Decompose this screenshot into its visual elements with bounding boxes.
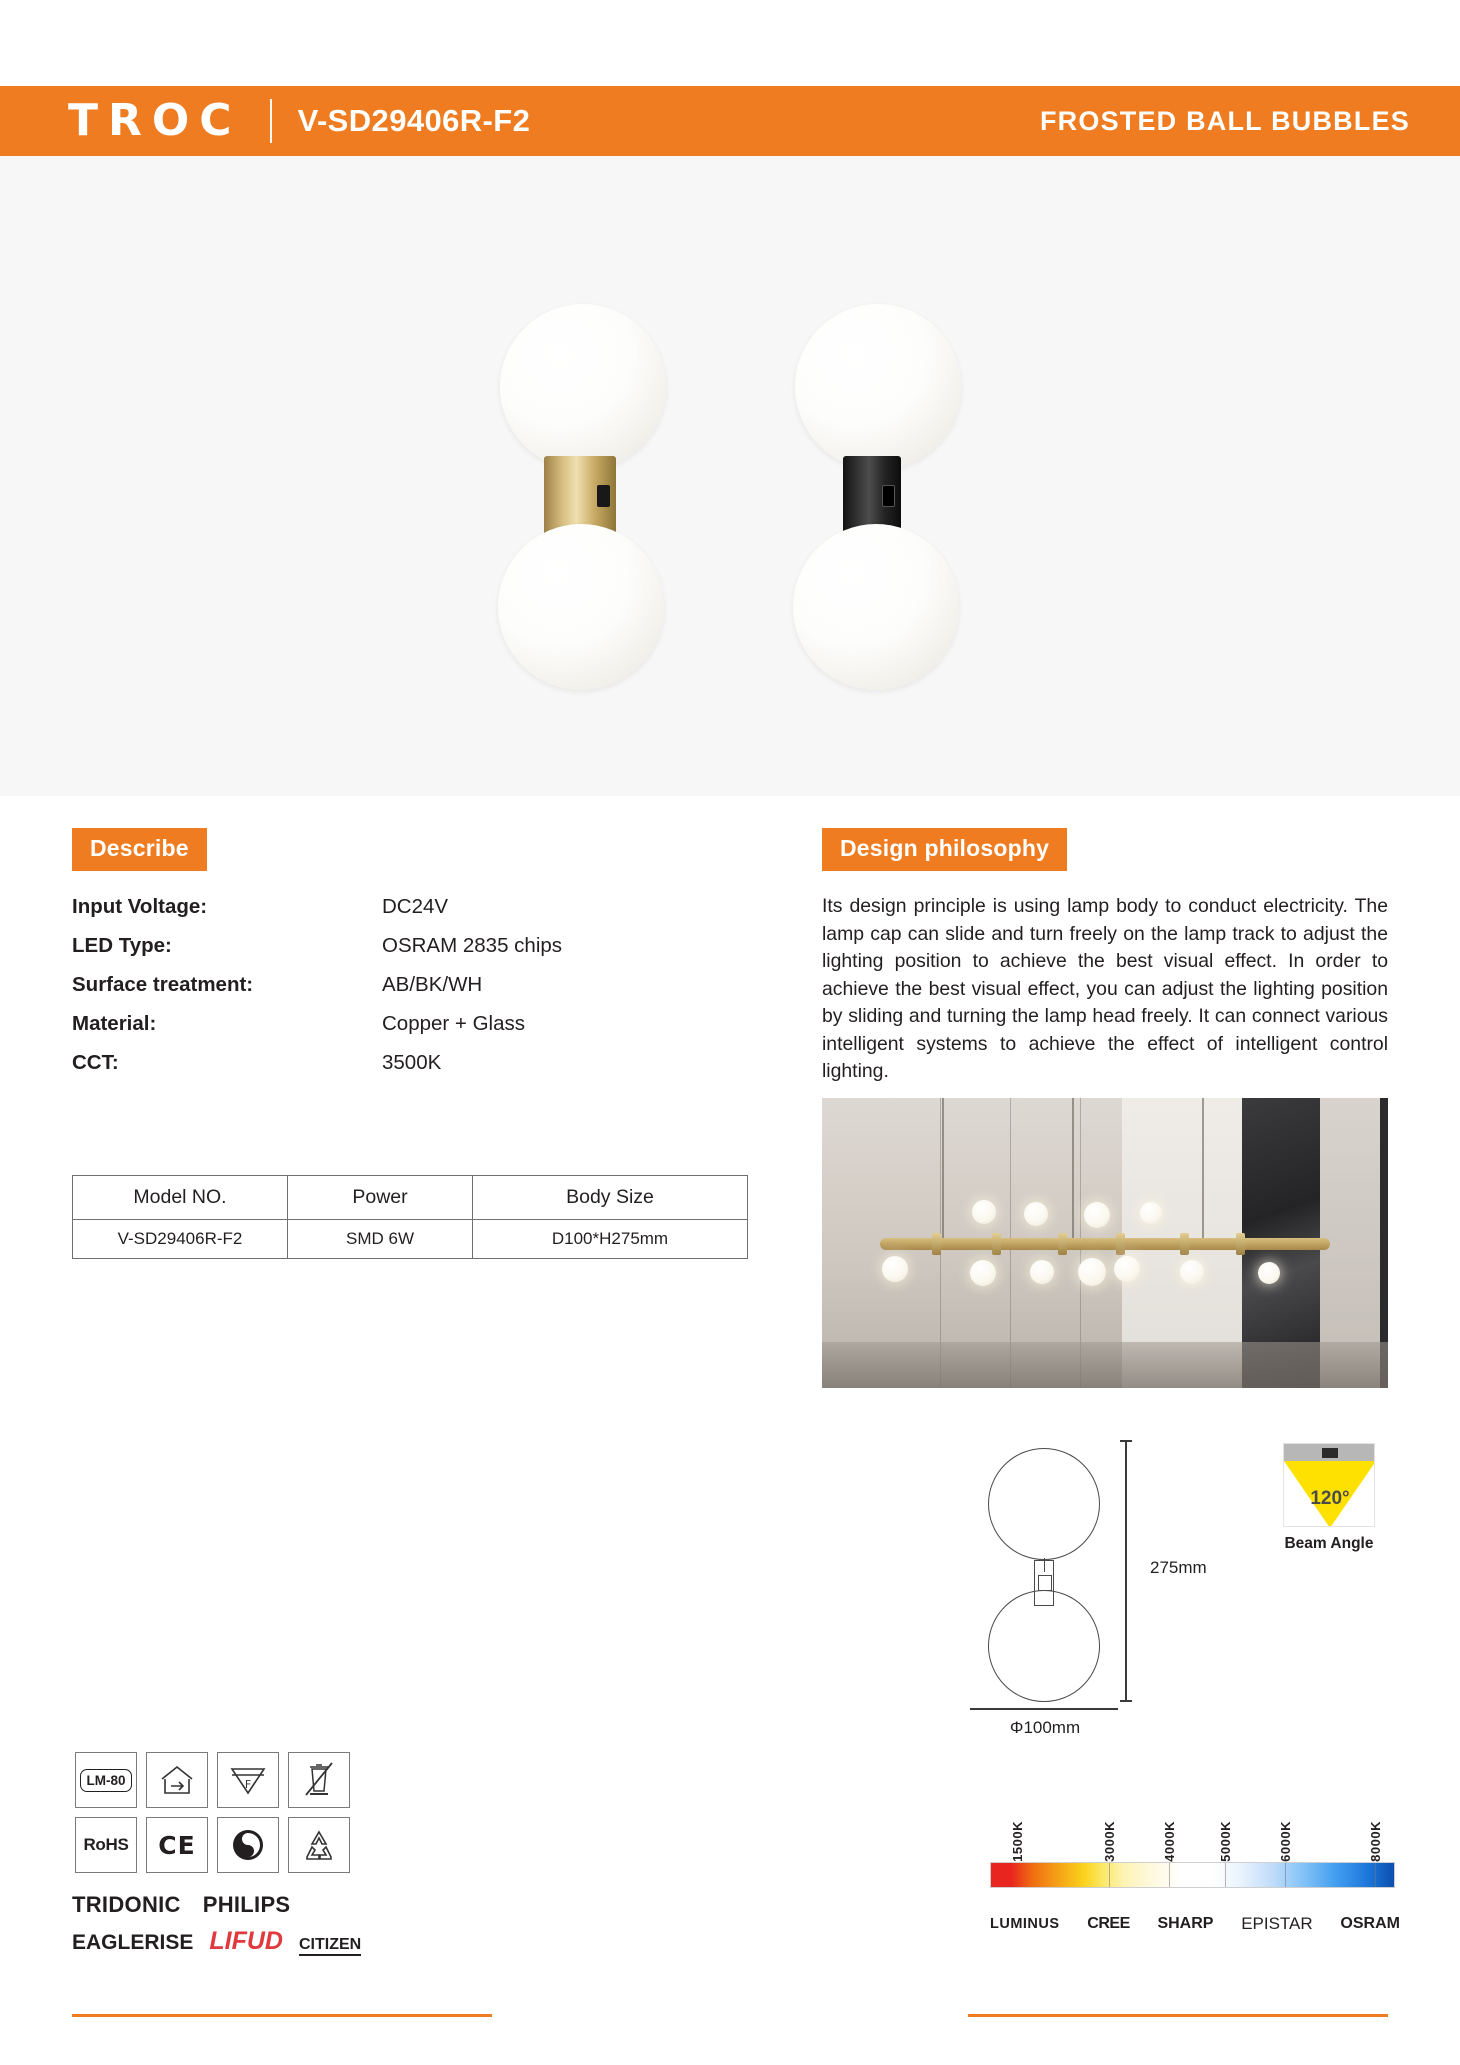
indoor-use-house-icon bbox=[146, 1752, 208, 1808]
weee-icon-svg bbox=[302, 1761, 336, 1799]
philosophy-title: Design philosophy bbox=[822, 828, 1067, 871]
ce-mark-icon bbox=[146, 1817, 208, 1873]
rohs-icon bbox=[75, 1817, 137, 1873]
spec-label: CCT: bbox=[72, 1051, 119, 1074]
spec-list bbox=[72, 895, 752, 1075]
lamp-stem-connector-black-icon bbox=[882, 485, 895, 507]
scene-bulb bbox=[882, 1256, 908, 1282]
lm80-label: LM-80 bbox=[80, 1769, 131, 1792]
cct-tick: 4000K bbox=[1162, 1821, 1177, 1862]
brand-philips: PHILIPS bbox=[202, 1892, 291, 1917]
scene-bulb bbox=[1114, 1256, 1140, 1282]
beam-angle-value: 120° bbox=[1310, 1488, 1350, 1509]
spec-value: OSRAM 2835 chips bbox=[382, 934, 563, 957]
spec-label: Material: bbox=[72, 1012, 157, 1035]
scene-suspension-rod bbox=[1072, 1098, 1074, 1238]
cct-tick: 3000K bbox=[1102, 1821, 1117, 1862]
spec-label: Input Voltage: bbox=[72, 895, 208, 918]
describe-section bbox=[72, 828, 752, 1090]
ce-label: CE bbox=[158, 1830, 196, 1860]
cct-divider bbox=[1375, 1863, 1376, 1887]
scene-suspension-rod bbox=[942, 1098, 944, 1238]
spec-value: DC24V bbox=[382, 895, 449, 918]
driver-brand-row-1 bbox=[72, 1892, 492, 1918]
scene-bulb bbox=[1258, 1262, 1280, 1284]
column-header-body-size: Body Size bbox=[473, 1176, 748, 1220]
lamp-ball-lower-black bbox=[793, 524, 959, 690]
column-header-power: Power bbox=[288, 1176, 473, 1220]
lamp-ball-upper-black bbox=[795, 304, 961, 470]
beam-fixture-icon bbox=[1284, 1444, 1375, 1461]
application-scene-photo bbox=[822, 1098, 1388, 1388]
track-cap-icon bbox=[1116, 1233, 1125, 1255]
spec-row bbox=[72, 973, 752, 997]
scene-bulb bbox=[1084, 1202, 1110, 1228]
cct-tick: 6000K bbox=[1278, 1821, 1293, 1862]
page-header bbox=[0, 86, 1460, 156]
beam-angle-block bbox=[1283, 1443, 1375, 1553]
cct-tick-labels bbox=[990, 1800, 1395, 1862]
table-row bbox=[73, 1220, 748, 1259]
beam-lamp-dot bbox=[1322, 1448, 1338, 1458]
spec-row bbox=[72, 934, 752, 958]
product-hero-image bbox=[0, 156, 1460, 796]
chip-brand-luminus: LUMINUS bbox=[990, 1916, 1060, 1932]
describe-title: Describe bbox=[72, 828, 207, 871]
cell-power: SMD 6W bbox=[288, 1220, 473, 1259]
certification-row-1 bbox=[75, 1752, 350, 1808]
dim-diameter-label: Φ100mm bbox=[1009, 1718, 1081, 1737]
cct-divider bbox=[1285, 1863, 1286, 1887]
table-header-row bbox=[73, 1176, 748, 1220]
brand-citizen: CITIZEN bbox=[299, 1936, 361, 1956]
svg-text:F: F bbox=[244, 1778, 252, 1791]
philosophy-text: Its design principle is using lamp body to conduct electricity. The lamp cap can slide and turn freely on the lamp track to adjust the lighting position to achieve the best visual effect. In order to achieve the best visual effect, you can adjust the lighting position by sliding and turning the lamp head freely. It can connect various intelligent systems to achieve the effect of intelligent control lighting. bbox=[822, 895, 1388, 1083]
dim-stem-inner bbox=[1038, 1575, 1052, 1591]
spec-row bbox=[72, 895, 752, 919]
dim-height-axis bbox=[1125, 1440, 1127, 1702]
header-category: FROSTED BALL BUBBLES bbox=[1039, 105, 1410, 136]
track-cap-icon bbox=[1180, 1233, 1189, 1255]
dimension-drawing bbox=[960, 1440, 1207, 1737]
chip-brand-epistar: EPISTAR bbox=[1241, 1914, 1313, 1933]
brand-eaglerise: EAGLERISE bbox=[72, 1931, 194, 1954]
scene-suspension-rod bbox=[1202, 1098, 1204, 1238]
model-specification-table bbox=[72, 1175, 748, 1259]
certification-icons bbox=[75, 1752, 350, 1882]
brand-lifud: LIFUD bbox=[209, 1927, 283, 1955]
cct-divider bbox=[1109, 1863, 1110, 1887]
footer-rule-left bbox=[72, 2014, 492, 2017]
cct-tick: 5000K bbox=[1218, 1821, 1233, 1862]
triangle-f-icon-svg bbox=[228, 1763, 268, 1797]
recycle-circle-icon bbox=[217, 1817, 279, 1873]
footer-rule-right bbox=[968, 2014, 1388, 2017]
scene-bulb bbox=[1140, 1202, 1162, 1224]
logo-text: TROC bbox=[68, 95, 242, 146]
spec-row bbox=[72, 1051, 752, 1075]
track-cap-icon bbox=[932, 1233, 941, 1255]
cct-divider bbox=[1169, 1863, 1170, 1887]
brand-logo bbox=[68, 95, 531, 146]
cct-scale bbox=[990, 1800, 1395, 1888]
cell-model: V-SD29406R-F2 bbox=[73, 1220, 288, 1259]
track-cap-icon bbox=[1058, 1233, 1067, 1255]
design-philosophy-section bbox=[822, 828, 1388, 1105]
spec-value: 3500K bbox=[382, 1051, 442, 1074]
spec-label: Surface treatment: bbox=[72, 973, 254, 996]
recycle-mobius-icon bbox=[288, 1817, 350, 1873]
spec-value: AB/BK/WH bbox=[382, 973, 483, 996]
dim-width-axis bbox=[970, 1708, 1118, 1710]
scene-floor bbox=[822, 1342, 1388, 1388]
dim-height-label: 275mm bbox=[1150, 1558, 1207, 1577]
lm80-icon bbox=[75, 1752, 137, 1808]
house-icon-svg bbox=[158, 1763, 196, 1797]
recycle-circle-icon-svg bbox=[229, 1826, 267, 1864]
column-header-model: Model NO. bbox=[73, 1176, 288, 1220]
chip-brand-list bbox=[990, 1914, 1400, 1934]
cct-divider bbox=[1225, 1863, 1226, 1887]
scene-bulb bbox=[970, 1260, 996, 1286]
spec-row bbox=[72, 1012, 752, 1036]
cct-gradient-bar bbox=[990, 1862, 1395, 1888]
weee-crossed-bin-icon bbox=[288, 1752, 350, 1808]
header-model-code: V-SD29406R-F2 bbox=[297, 103, 531, 138]
scene-bulb bbox=[1180, 1260, 1204, 1284]
rohs-label: RoHS bbox=[83, 1835, 129, 1854]
driver-brand-list bbox=[72, 1892, 492, 1956]
scene-bulb bbox=[972, 1200, 996, 1224]
track-cap-icon bbox=[1236, 1233, 1245, 1255]
triangle-f-icon bbox=[217, 1752, 279, 1808]
dim-ball-lower bbox=[988, 1590, 1100, 1702]
logo-divider bbox=[270, 99, 272, 143]
cct-tick: 1500K bbox=[1010, 1821, 1025, 1862]
lamp-ball-upper bbox=[500, 304, 666, 470]
chip-brand-sharp: SHARP bbox=[1157, 1915, 1214, 1932]
lamp-ball-lower bbox=[498, 524, 664, 690]
scene-bulb bbox=[1024, 1202, 1048, 1226]
spec-value: Copper + Glass bbox=[382, 1012, 525, 1035]
chip-brand-osram: OSRAM bbox=[1340, 1915, 1400, 1932]
dim-ball-upper bbox=[988, 1448, 1100, 1560]
track-cap-icon bbox=[992, 1233, 1001, 1255]
scene-bulb bbox=[1078, 1258, 1106, 1286]
driver-brand-row-2 bbox=[72, 1927, 492, 1956]
scene-lamp-track bbox=[880, 1238, 1330, 1250]
beam-angle-caption: Beam Angle bbox=[1284, 1535, 1374, 1552]
chip-brand-cree: CREE bbox=[1087, 1915, 1130, 1932]
brand-tridonic: TRIDONIC bbox=[72, 1892, 181, 1917]
beam-angle-diagram bbox=[1283, 1443, 1375, 1527]
spec-label: LED Type: bbox=[72, 934, 172, 957]
scene-bulb bbox=[1030, 1260, 1054, 1284]
lamp-stem-connector-icon bbox=[597, 485, 610, 507]
cell-body-size: D100*H275mm bbox=[473, 1220, 748, 1259]
cct-tick: 8000K bbox=[1368, 1821, 1383, 1862]
mobius-icon-svg bbox=[299, 1827, 339, 1863]
certification-row-2 bbox=[75, 1817, 350, 1873]
